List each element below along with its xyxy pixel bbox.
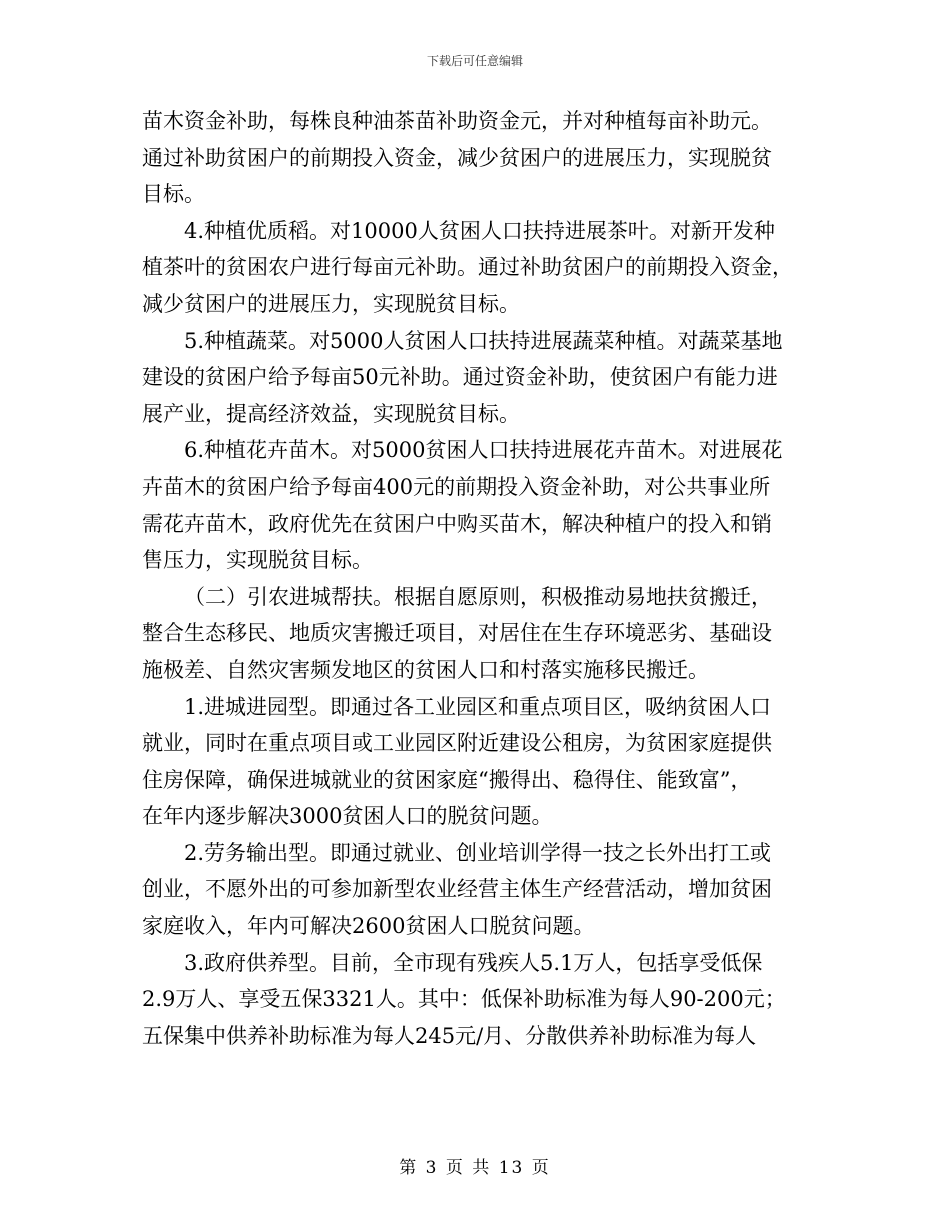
page-header-note: 下载后可任意编辑 (426, 54, 523, 68)
text-line: 施极差、自然灾害频发地区的贫困人口和村落实施移民搬迁。 (142, 657, 709, 682)
text-line: 建设的贫困户给予每亩50元补助。通过资金补助，使贫困户有能力进 (142, 365, 778, 390)
text-line: 2.劳务输出型。即通过就业、创业培训学得一技之长外出打工或 (184, 840, 772, 865)
text-line: 整合生态移民、地质灾害搬迁项目，对居住在生存环境恶劣、基础设 (142, 621, 772, 646)
text-line: 创业，不愿外出的可参加新型农业经营主体生产经营活动，增加贫困 (142, 877, 772, 902)
text-line: 5.种植蔬菜。对5000人贫困人口扶持进展蔬菜种植。对蔬菜基地 (184, 328, 783, 353)
text-line: 苗木资金补助，每株良种油茶苗补助资金元，并对种植每亩补助元。 (142, 109, 772, 133)
text-line: 1.进城进园型。即通过各工业园区和重点项目区，吸纳贫困人口 (184, 694, 772, 719)
text-line: 展产业，提高经济效益，实现脱贫目标。 (142, 401, 520, 426)
document-body (142, 103, 812, 1054)
text-line: 通过补助贫困户的前期投入资金，减少贫困户的进展压力，实现脱贫 (142, 145, 772, 170)
text-line: 需花卉苗木，政府优先在贫困户中购买苗木，解决种植户的投入和销 (142, 511, 772, 536)
text-line: 在年内逐步解决3000贫困人口的脱贫问题。 (142, 804, 553, 829)
text-line: 6.种植花卉苗木。对5000贫困人口扶持进展花卉苗木。对进展花 (184, 438, 783, 463)
text-line: 卉苗木的贫困户给予每亩400元的前期投入资金补助，对公共事业所 (142, 474, 771, 499)
text-line: 植茶叶的贫困农户进行每亩元补助。通过补助贫困户的前期投入资金， (142, 255, 793, 280)
text-line: 家庭收入，年内可解决2600贫困人口脱贫问题。 (142, 914, 595, 939)
text-line: 五保集中供养补助标准为每人245元/月、分散供养补助标准为每人 (142, 1023, 757, 1048)
text-line: 目标。 (142, 182, 205, 207)
text-line: （二）引农进城帮扶。根据自愿原则，积极推动易地扶贫搬迁， (184, 584, 772, 609)
text-line: 减少贫困户的进展压力，实现脱贫目标。 (142, 291, 520, 316)
text-line: 4.种植优质稻。对10000人贫困人口扶持进展茶叶。对新开发种 (184, 218, 775, 243)
text-line: 3.政府供养型。目前，全市现有残疾人5.1万人，包括享受低保 (184, 950, 763, 975)
text-line: 住房保障，确保进城就业的贫困家庭“搬得出、稳得住、能致富”， (142, 767, 752, 792)
text-line: 就业，同时在重点项目或工业园区附近建设公租房，为贫困家庭提供 (142, 731, 772, 756)
text-line: 2.9万人、享受五保3321人。其中：低保补助标准为每人90-200元； (142, 987, 786, 1012)
page-footer-number: 第 3 页 共 13 页 (399, 1158, 551, 1178)
text-line: 售压力，实现脱贫目标。 (142, 548, 373, 573)
